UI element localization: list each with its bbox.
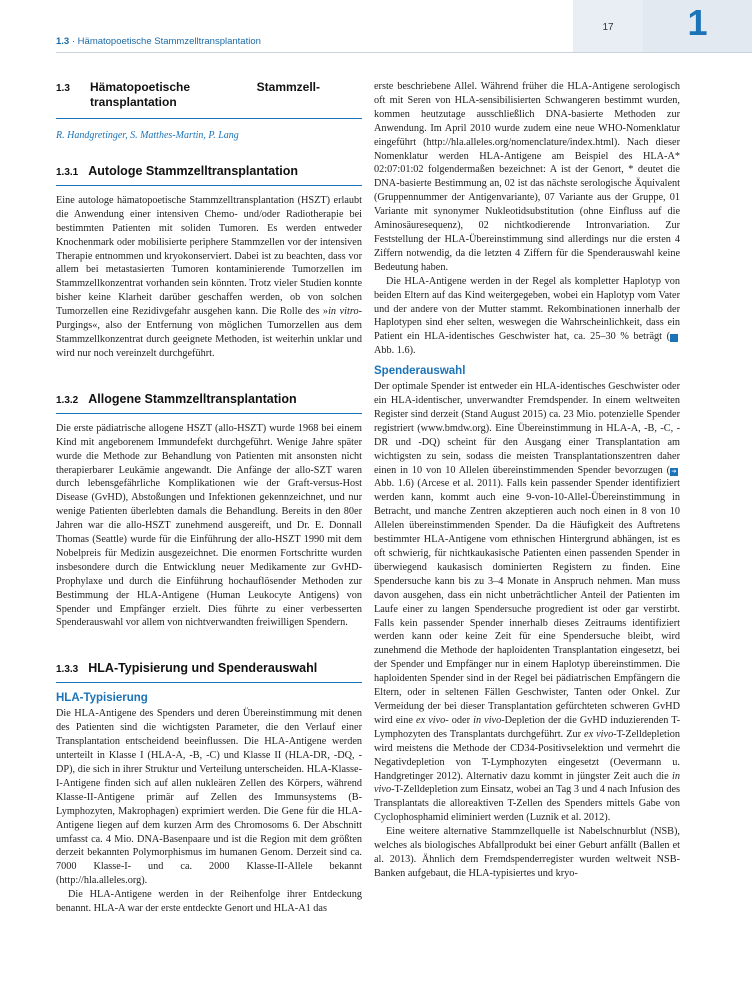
subsubsection-heading: HLA-Typisierung	[56, 692, 148, 705]
paragraph: erste beschriebene Allel. Während früher die HLA-Antigene serologisch oft mit Seren von HLA-sensibilisierten Schwangeren bestimmt wurden, kommen heutzutage ausschließlich DNA-basierte Methoden zur Anwendung. Im April 2010 wurde zudem eine neue WHO-Nomenklatur eingeführt (http://hla.alleles.org/nomenclature/index.html). Nach dieser Nomenklatur werden HLA-Antigene am Beispiel des HLA-A* 02:07:01:02 folgendermaßen bezeichnet: A ist der Genort, * deutet die DNA-basierte Bestimmung an, 02 ist das nächste serologische Äquivalent (Gruppennummer der Antigenvariante), 07 Variante aus der Gruppe, 01 Variante mit synonymer Nukleotidsubstitution (ohne Einfluss auf die Aminosäuresequenz), 02 nichtkodierende Intronvariation. Zur Feststellung der HLA-Übereinstimmung sind allerdings nur die ersten 4 Ziffern notwendig, da die letzten 4 Ziffern für die Spenderauswahl keine Bedeutung haben.	[374, 81, 680, 273]
paragraph	[374, 380, 680, 825]
chapter-tab	[643, 0, 752, 52]
figure-reference-link[interactable]: Abb. 1.6	[374, 478, 411, 490]
text-run: Eine autologe hämatopoetische Stammzelltransplantation (HSZT) erlaubt die Anwendung einer intensiven Chemo- und/oder Radiotherapie bei bestimmten Patienten mit soliden Tumoren. Es werden entweder Knochenmark oder mobilisierte periphere Stammzellen vor der intensiven Therapie entnommen und kryokonserviert. Dabei ist zu beachten, dass vor allem bei metastasierten Tumoren kontaminierende Tumorzellen im Stammzellkonzentrat vorhanden sein könnten. Trotz vieler Studien konnte bisher keine Klarheit darüber geschaffen werden, ob von solchen Tumorzellen eine Rezidivgefahr ausgehen kann. Die Rolle des »	[56, 194, 362, 318]
running-head-separator: ·	[69, 36, 78, 47]
italic-text: ex vivo	[416, 714, 446, 726]
subsection-heading-1	[56, 163, 362, 186]
page-number: 17	[602, 22, 614, 33]
text-run: -Depletion der die GvHD induzierenden T-Lymphozyten des Transplantats durchgeführt. Zur	[374, 714, 680, 740]
chapter-number: 1	[687, 2, 708, 43]
running-head-text	[56, 36, 261, 47]
subsection-heading-2	[56, 391, 362, 414]
arrow-box-icon[interactable]: ➔	[670, 334, 678, 342]
right-column	[374, 80, 688, 881]
header-rule	[56, 52, 752, 53]
paragraph: Die HLA-Antigene des Spenders und deren Übereinstimmung mit denen des Patienten sind die wichtigsten Parameter, die den Verlauf einer Transplantation entscheidend beeinflussen. Die HLA-Antigene werden unterteilt in Klasse I (HLA-A, -B, -C) und Klasse II (HLA-DR, -DQ, -DP), die sich in ihrer Struktur und Verteilung unterscheiden. HLA-Klasse-I-Antigene finden sich auf allen nukleären Zellen des Körpers, während Klasse-II-Antigene primär auf Zellen des Immunsystems (B-Lymphozyten, Makrophagen) exprimiert werden. Die Gene für die HLA-Antigene liegen auf dem kurzen Arm des Chromosoms 6. Der Abschnitt umfasst ca. 4 Mio. DNA-Basenpaare und ist die Region mit dem größten derzeit bekannten Polymorphismus im humanen Genom. Derzeit sind ca. 7000 Klasse-I- und ca. 2000 Klasse-II-Allele bekannt (http://hla.alleles.org).	[56, 708, 362, 887]
subsection-title: Allogene Stammzelltransplantation	[88, 391, 297, 406]
text-run: Die HLA-Antigene werden in der Regel als kompletter Haplotyp von beiden Eltern auf das Kind weitergegeben, wobei ein Haplotyp vom Vater und der andere von der Mutter stammt. Rekombinationen innerhalb der Haplotypen sind eher selten, weswegen die Wahrscheinlichkeit, dass ein Patient ein HLA-identisches Geschwister hat, ca. 25–30 % beträgt (	[374, 275, 680, 343]
paragraph	[56, 194, 362, 361]
text-run: -Purgings«, also der Entfernung von möglichen Tumorzellen aus dem Stammzellkonzentrat durch geeignete Methoden, ist weiterhin unklar und wird nur noch vereinzelt durchgeführt.	[56, 306, 362, 359]
text-run: -T-Zelldepletion zum Einsatz, wobei an Tag 3 und 4 nach Infusion des Transplantats die alloreaktiven T-Zellen des Spenders mittels Gabe von Cyclophosphamid eliminiert werden (Luznik et al. 2012).	[374, 784, 680, 824]
left-column	[56, 80, 362, 916]
subsection-number: 1.3.1	[56, 166, 79, 178]
section-heading	[56, 80, 362, 110]
section-heading-block	[56, 80, 362, 119]
italic-text: in vivo	[473, 714, 502, 726]
paragraph: Eine weitere alternative Stammzellquelle ist Nabelschnurblut (NSB), welches als biologisches Abfallprodukt bei einer Geburt anfällt (Ballen et al. 2013). Ähnlich dem Fremdspenderregister wurden weltweit NSB-Banken aufgebaut, die HLA-typisiertes und kryo-	[374, 826, 680, 879]
text-run: ).	[409, 345, 416, 357]
running-head	[0, 0, 752, 73]
italic-text: in vitro	[328, 306, 359, 318]
subsection-heading-3	[56, 660, 362, 683]
running-head-number: 1.3	[56, 36, 70, 47]
paragraph: Die erste pädiatrische allogene HSZT (allo-HSZT) wurde 1968 bei einem Kind mit angeborenem Immundefekt durchgeführt. Wenige Jahre später wurde die Methode zur Behandlung von Patienten mit ansonsten nicht therapierbarer Leukämie angewandt. Die Anfänge der allo-SZT waren durch lebensgefährliche Komplikationen wie der Graft-versus-Host Disease (GvHD), Abstoßungen und Infektionen gekennzeichnet, und nur wenige Patienten überlebten damals die Behandlung. Bereits in den 80er Jahren war die allo-HSZT zunehmend ausgereift, und Dr. E. Donnall Thomas (Seattle) wurde für die Einführung der allo-HSZT 1990 mit dem Nobelpreis für Medizin ausgezeichnet. Die enormen Fortschritte wurden insbesondere durch die Entwicklung neuer Medikamente zur GvHD-Prophylaxe und durch die Einführung hochauflösender Methoden zur Bestimmung der HLA-Antigene (Human Leukocyte Antigens) von Spender und Empfänger erzielt. Dies führte zu einer verbesserten Spenderauswahl vor allem von nichtverwandten freiwilligen Spendern.	[56, 422, 362, 629]
text-run: ) (Arcese et al. 2011). Falls kein passender Spender identifiziert werden kann, kommt auch eine 9-von-10-Allel-Übereinstimmung in Betracht, und manche Zentren akzeptieren auch noch einen in 8 von 10 Allelen übereinstimmenden Spender. Da die Häufigkeit des Auftretens bestimmter HLA-Antigene vom ethnischen Hintergrund abhängen, ist es oft schwierig, für nichtkaukasische Patienten einen passenden Spender in überwiegend kaukasisch dominierten Registern zu finden. Eine Spendersuche kann bis zu 3–4 Monate in Anspruch nehmen. Man muss davon ausgehen, dass ein nicht unbeträchtlicher Anteil der Patienten im Laufe einer zu langen Spendersuche progredient ist oder gar verstirbt. Falls kein passender Spender innerhalb dieses Zeitraums identifiziert werden kann oder keine Zeit für eine Spendersuche bleibt, wird zunehmend die Methode der haploidenten Transplantation eingesetzt, bei der Spender und Empfänger nur in einem Haplotyp übereinstimmen. Die haploidenten Spender sind in der Regel bei pädiatrischen Empfängern die Eltern, oder in seltenen Fällen Geschwister, Tanten oder Onkel. Zur Vermeidung der bei dieser Transplantation gefürchteten schweren GvHD wird eine	[374, 478, 680, 726]
italic-text: ex vivo	[584, 728, 614, 740]
section-number: 1.3	[56, 83, 70, 94]
subsection-number: 1.3.2	[56, 394, 79, 406]
authors: R. Handgretinger, S. Matthes-Martin, P. Lang	[56, 130, 239, 141]
subsection-title: Autologe Stammzelltransplantation	[88, 163, 298, 178]
arrow-box-icon[interactable]: ➔	[671, 467, 677, 475]
paragraph	[374, 275, 688, 358]
paragraph: Die HLA-Antigene werden in der Reihenfolge ihrer Entdeckung benannt. HLA-A war der erste entdeckte Genort und HLA-A1 das	[56, 889, 362, 915]
subsection-title: HLA-Typisierung und Spenderauswahl	[88, 661, 318, 676]
italic-text: in vivo	[374, 770, 680, 796]
text-run: -T-Zelldepletion wird meistens die Methode der CD34-Positivselektion und vermehrt die Negativdepletion von T-Lymphozyten eingesetzt (Oevermann u. Handgretinger 2012). Alternativ dazu kommt in jüngster Zeit auch die	[374, 728, 680, 782]
section-title: Hämatopoetische Stammzell-transplantation	[90, 80, 320, 109]
running-head-title: Hämatopoetische Stammzelltransplantation	[77, 36, 261, 47]
subsection-number: 1.3.3	[56, 664, 79, 676]
page-number-box	[573, 0, 643, 52]
figure-reference-link[interactable]: Abb. 1.6	[374, 345, 410, 357]
text-run: Der optimale Spender ist entweder ein HLA-identisches Geschwister oder ein HLA-identischer, unverwandter Fremdspender. In einem weltweiten Register sind derzeit (Stand August 2015) ca. 23 Mio. potenzielle Spender registriert (www.bmdw.org). Eine Übereinstimmung in HLA-A, -B, -C, -DR und -DQ) scheint für den Ausgang einer Transplantation am wichtigsten zu sein, sodass die meisten Transplantationszentren daher einen in 10 von 10 Allelen übereinstimmenden Spender bevorzugen (	[374, 381, 680, 476]
text-run: - oder	[445, 714, 474, 726]
subsubsection-heading: Spenderauswahl	[374, 365, 466, 378]
